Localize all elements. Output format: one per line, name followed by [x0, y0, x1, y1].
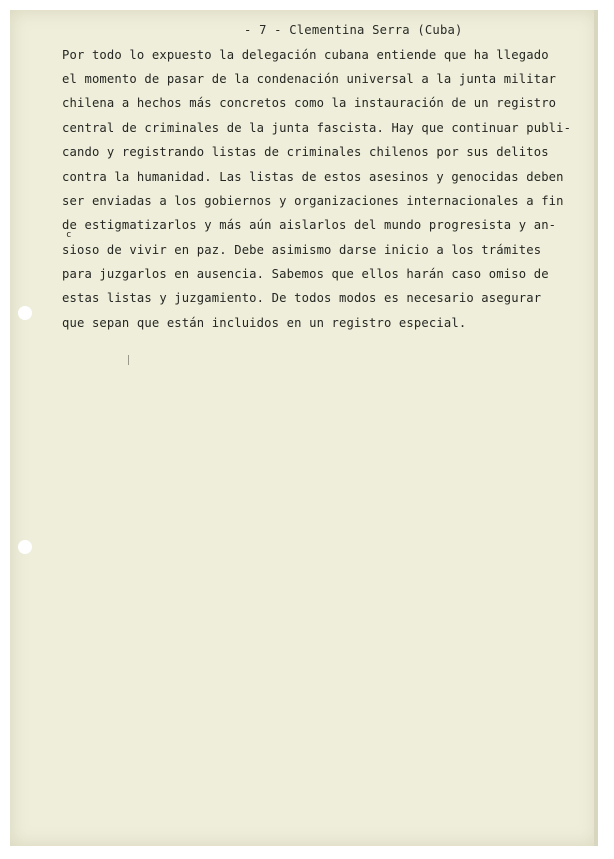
text-line: contra la humanidad. Las listas de estos asesinos y genocidas deben	[62, 170, 564, 184]
handwritten-correction: c	[66, 230, 72, 240]
text-line: estas listas y juzgamiento. De todos modos es necesario asegurar	[62, 291, 542, 305]
text-line: para juzgarlos en ausencia. Sabemos que ellos harán caso omiso de	[62, 267, 549, 281]
text-line: chilena a hechos más concretos como la instauración de un registro	[62, 96, 557, 110]
punch-hole	[18, 306, 32, 320]
page-header: - 7 - Clementina Serra (Cuba)	[244, 23, 463, 37]
text-line: central de criminales de la junta fascista. Hay que continuar publi-	[62, 121, 572, 135]
punch-hole	[18, 540, 32, 554]
text-line: Por todo lo expuesto la delegación cubana entiende que ha llegado	[62, 48, 549, 62]
text-line: cando y registrando listas de criminales chilenos por sus delitos	[62, 145, 549, 159]
page-edge	[594, 10, 598, 846]
document-page	[10, 10, 598, 846]
text-line: sioso de vivir en paz. Debe asimismo darse inicio a los trámites	[62, 243, 542, 257]
text-line: el momento de pasar de la condenación universal a la junta militar	[62, 72, 557, 86]
text-line: que sepan que están incluidos en un registro especial.	[62, 316, 467, 330]
stray-mark	[128, 355, 129, 365]
text-line: ser enviadas a los gobiernos y organizaciones internacionales a fin	[62, 194, 564, 208]
text-line: de estigmatizarlos y más aún aislarlos del mundo progresista y an-	[62, 218, 557, 232]
